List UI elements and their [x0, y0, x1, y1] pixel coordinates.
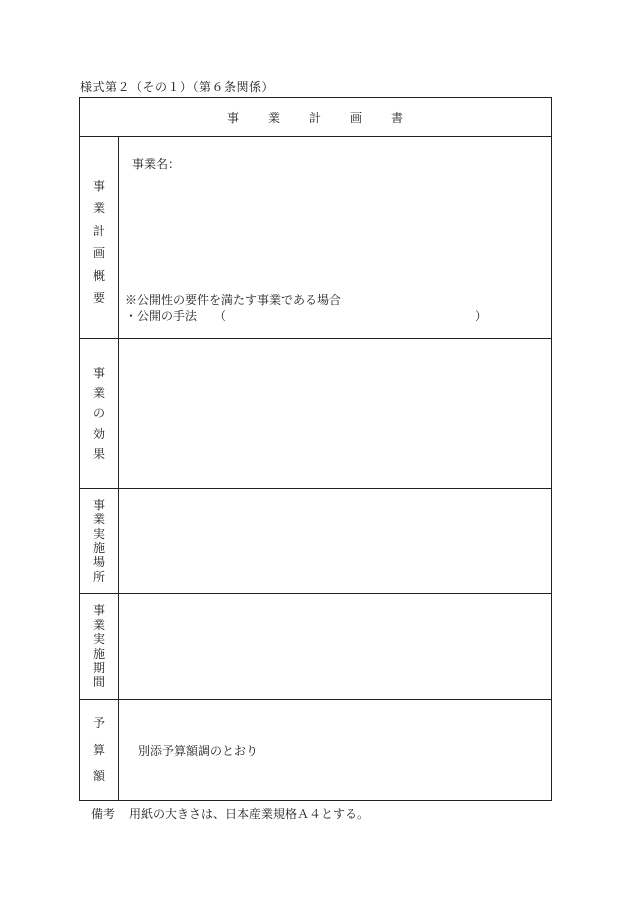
title-char: 事 — [226, 110, 240, 125]
title-row — [80, 98, 551, 137]
label-char: 果 — [92, 447, 105, 462]
label-char: 計 — [92, 223, 105, 238]
label-char: 業 — [92, 201, 105, 216]
label-char: 実 — [92, 526, 105, 541]
budget-content[interactable] — [119, 700, 551, 800]
effect-content[interactable] — [119, 339, 551, 488]
public-method-label: ・公開の手法 — [125, 309, 198, 323]
label-char: 事 — [92, 497, 105, 512]
overview-row — [80, 137, 551, 339]
effect-label — [80, 339, 119, 488]
budget-row — [80, 700, 551, 800]
label-char: 業 — [92, 617, 105, 632]
footer-text: 用紙の大きさは、日本産業規格Ａ４とする。 — [129, 807, 370, 821]
label-char: の — [92, 406, 105, 421]
project-plan-form — [79, 97, 552, 801]
label-char: 予 — [92, 716, 105, 731]
footer-label: 備考 — [91, 807, 116, 821]
form-number: 様式第２（その１）（第６条関係） — [80, 80, 275, 94]
label-char: 間 — [92, 675, 105, 690]
title-char: 画 — [350, 110, 364, 125]
label-char: 施 — [92, 646, 105, 661]
form-title — [213, 109, 418, 126]
period-row — [80, 594, 551, 700]
label-char: 場 — [92, 555, 105, 570]
label-char: 業 — [92, 385, 105, 400]
title-char: 業 — [267, 110, 281, 125]
label-char: 事 — [92, 179, 105, 193]
label-char: 要 — [92, 290, 105, 305]
label-char: 事 — [92, 603, 105, 618]
label-char: 額 — [92, 769, 105, 784]
label-char: 施 — [92, 541, 105, 555]
budget-label — [80, 700, 119, 800]
label-char: 概 — [92, 268, 105, 283]
location-row — [80, 489, 551, 594]
footer-note — [91, 805, 369, 822]
label-char: 画 — [92, 246, 105, 261]
overview-content[interactable] — [119, 137, 551, 338]
title-char: 書 — [391, 110, 405, 125]
public-method-close-paren: ） — [475, 309, 488, 323]
public-note: ※公開性の要件を満たす事業である場合 — [125, 293, 342, 307]
project-name-label: 事業名： — [132, 157, 181, 171]
label-char: 事 — [92, 365, 105, 380]
label-char: 業 — [92, 512, 105, 527]
public-method-open-paren: （ — [214, 309, 227, 323]
period-label — [80, 594, 119, 699]
effect-row — [80, 339, 551, 489]
overview-label — [80, 137, 119, 338]
label-char: 所 — [92, 569, 105, 584]
period-content[interactable] — [119, 594, 551, 699]
location-content[interactable] — [119, 489, 551, 593]
location-label — [80, 489, 119, 593]
label-char: 算 — [92, 742, 105, 757]
label-char: 効 — [92, 426, 105, 441]
label-char: 期 — [92, 660, 105, 675]
title-char: 計 — [308, 110, 322, 125]
label-char: 実 — [92, 632, 105, 647]
budget-value: 別添予算額調のとおり — [138, 744, 259, 758]
